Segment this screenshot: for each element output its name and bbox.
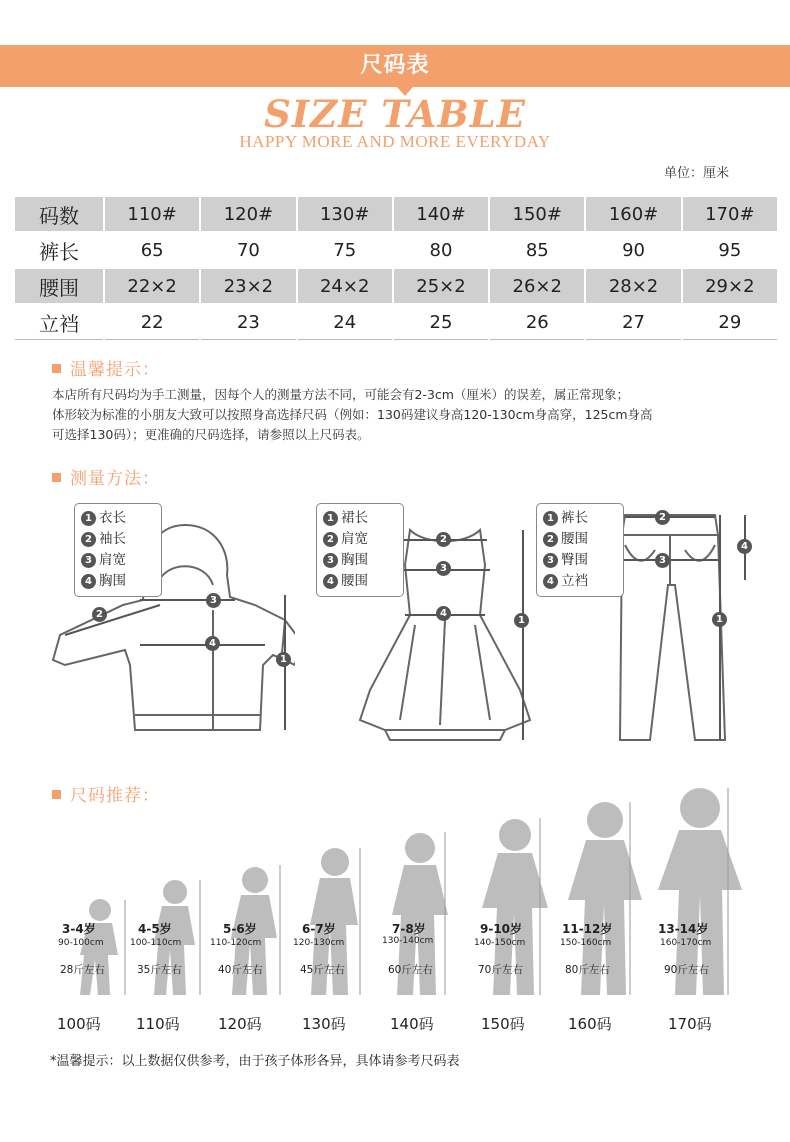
number-1-icon: 1 <box>543 511 558 526</box>
number-1-icon: 1 <box>81 511 96 526</box>
size-code: 120码 <box>218 1015 262 1033</box>
height-label: 100-110cm <box>130 938 182 948</box>
size-code: 100码 <box>57 1015 101 1033</box>
legend-item <box>543 508 623 529</box>
table-cell: 24 <box>298 305 392 340</box>
table-cell: 85 <box>525 239 549 261</box>
marker-2-icon: 2 <box>655 510 670 525</box>
size-table <box>13 195 779 342</box>
number-4-icon: 4 <box>323 574 338 589</box>
table-row <box>15 197 777 231</box>
height-label: 160-170cm <box>660 938 712 948</box>
table-cell: 25 <box>394 305 488 340</box>
table-cell: 140# <box>394 197 488 231</box>
tips-line: 可选择130码）；更准确的尺码选择，请参照以上尺码表。 <box>52 427 370 442</box>
marker-2-icon: 2 <box>436 532 451 547</box>
legend-item <box>543 571 623 592</box>
size-code: 170码 <box>668 1015 712 1033</box>
square-bullet-icon <box>52 364 61 373</box>
age-label: 13-14岁 <box>658 922 709 936</box>
age-label: 3-4岁 <box>62 922 96 936</box>
table-cell: 24×2 <box>298 269 392 303</box>
height-label: 140-150cm <box>474 938 526 948</box>
table-cell: 26 <box>490 305 584 340</box>
legend-item <box>81 550 161 571</box>
legend-label: 衣长 <box>99 510 126 526</box>
number-2-icon: 2 <box>323 532 338 547</box>
marker-4-icon: 4 <box>737 539 752 554</box>
marker-2-icon: 2 <box>92 607 107 622</box>
legend-label: 裤长 <box>561 510 588 526</box>
weight-label: 35斤左右 <box>137 964 182 976</box>
size-table-subtitle: HAPPY MORE AND MORE EVERYDAY <box>239 132 551 151</box>
table-row <box>15 305 777 340</box>
table-cell: 26×2 <box>490 269 584 303</box>
number-2-icon: 2 <box>81 532 96 547</box>
pants-legend <box>536 503 624 597</box>
table-cell: 25×2 <box>394 269 488 303</box>
number-1-icon: 1 <box>323 511 338 526</box>
number-3-icon: 3 <box>543 553 558 568</box>
number-3-icon: 3 <box>323 553 338 568</box>
marker-4-icon: 4 <box>205 636 220 651</box>
weight-label: 70斤左右 <box>478 964 523 976</box>
table-cell: 90 <box>622 239 645 261</box>
weight-label: 90斤左右 <box>664 964 709 976</box>
legend-label: 袖长 <box>99 531 126 547</box>
row-label: 腰围 <box>15 269 103 303</box>
legend-item <box>81 529 161 550</box>
table-cell: 95 <box>718 239 742 261</box>
number-3-icon: 3 <box>81 553 96 568</box>
square-bullet-icon <box>52 473 61 482</box>
unit-label: 单位：厘米 <box>664 166 730 181</box>
number-4-icon: 4 <box>81 574 96 589</box>
tips-heading-text: 温馨提示： <box>70 360 160 380</box>
marker-4-icon: 4 <box>436 606 451 621</box>
legend-item <box>81 508 161 529</box>
banner-title: 尺码表 <box>360 53 430 78</box>
table-cell: 120# <box>201 197 295 231</box>
footnote: *温馨提示：以上数据仅供参考，由于孩子体形各异，具体请参考尺码表 <box>50 1054 460 1069</box>
size-code: 150码 <box>481 1015 525 1033</box>
marker-3-icon: 3 <box>206 593 221 608</box>
size-code: 160码 <box>568 1015 612 1033</box>
legend-item <box>81 571 161 592</box>
weight-label: 60斤左右 <box>388 964 433 976</box>
legend-label: 腰围 <box>341 573 368 589</box>
row-label: 码数 <box>15 197 103 231</box>
recommend-heading-text: 尺码推荐： <box>70 786 160 806</box>
height-label: 150-160cm <box>560 938 612 948</box>
age-label: 9-10岁 <box>480 922 523 936</box>
row-label: 立裆 <box>15 305 103 340</box>
age-label: 7-8岁 <box>392 922 426 936</box>
measure-diagrams <box>0 495 790 755</box>
table-row <box>15 269 777 303</box>
marker-1-icon: 1 <box>514 613 529 628</box>
legend-item <box>323 571 403 592</box>
tips-text <box>52 385 762 445</box>
table-cell: 75 <box>333 239 357 261</box>
legend-label: 臀围 <box>561 552 588 568</box>
legend-item <box>323 529 403 550</box>
weight-label: 45斤左右 <box>300 964 345 976</box>
legend-label: 肩宽 <box>99 552 126 568</box>
marker-3-icon: 3 <box>655 553 670 568</box>
table-cell: 150# <box>490 197 584 231</box>
size-code: 110码 <box>136 1015 180 1033</box>
table-cell: 29 <box>683 305 777 340</box>
legend-item <box>543 529 623 550</box>
legend-item <box>323 508 403 529</box>
marker-3-icon: 3 <box>436 561 451 576</box>
legend-label: 裙长 <box>341 510 368 526</box>
height-label: 130-140cm <box>382 936 434 946</box>
table-cell: 65 <box>140 239 164 261</box>
table-cell: 27 <box>586 305 680 340</box>
pants-illustration <box>600 505 760 745</box>
size-code: 130码 <box>302 1015 346 1033</box>
age-label: 6-7岁 <box>302 922 336 936</box>
size-table-heading: SIZE TABLE <box>264 92 526 136</box>
legend-item <box>543 550 623 571</box>
jacket-legend <box>74 503 162 597</box>
table-cell: 70 <box>236 239 260 261</box>
tips-line: 本店所有尺码均为手工测量，因每个人的测量方法不同，可能会有2-3cm（厘米）的误差，属正常现象； <box>52 387 629 402</box>
marker-1-icon: 1 <box>276 652 291 667</box>
marker-1-icon: 1 <box>712 612 727 627</box>
table-cell: 28×2 <box>586 269 680 303</box>
weight-label: 40斤左右 <box>218 964 263 976</box>
height-label: 120-130cm <box>293 938 345 948</box>
row-label: 裤长 <box>39 239 79 264</box>
age-label: 4-5岁 <box>138 922 172 936</box>
number-2-icon: 2 <box>543 532 558 547</box>
table-cell: 110# <box>105 197 199 231</box>
measure-heading <box>52 464 160 489</box>
weight-label: 28斤左右 <box>60 964 105 976</box>
age-label: 11-12岁 <box>562 922 613 936</box>
table-cell: 170# <box>683 197 777 231</box>
measure-heading-text: 测量方法： <box>70 469 160 489</box>
table-cell: 80 <box>429 239 453 261</box>
table-cell: 22×2 <box>105 269 199 303</box>
table-cell: 130# <box>298 197 392 231</box>
legend-label: 胸围 <box>99 573 126 589</box>
height-label: 90-100cm <box>58 938 104 948</box>
weight-label: 80斤左右 <box>565 964 610 976</box>
tips-line: 体形较为标准的小朋友大致可以按照身高选择尺码（例如：130码建议身高120-130cm身高穿，125cm身高 <box>52 407 653 422</box>
size-code: 140码 <box>390 1015 434 1033</box>
table-cell: 23×2 <box>201 269 295 303</box>
title-banner <box>0 45 790 87</box>
table-cell: 160# <box>586 197 680 231</box>
legend-label: 肩宽 <box>341 531 368 547</box>
table-row <box>15 233 777 267</box>
number-4-icon: 4 <box>543 574 558 589</box>
legend-label: 胸围 <box>341 552 368 568</box>
legend-item <box>323 550 403 571</box>
table-cell: 22 <box>105 305 199 340</box>
legend-label: 腰围 <box>561 531 588 547</box>
dress-legend <box>316 503 404 597</box>
table-cell: 29×2 <box>683 269 777 303</box>
tips-heading <box>52 355 160 380</box>
age-label: 5-6岁 <box>223 922 257 936</box>
height-label: 110-120cm <box>210 938 262 948</box>
table-cell: 23 <box>201 305 295 340</box>
legend-label: 立裆 <box>561 573 588 589</box>
